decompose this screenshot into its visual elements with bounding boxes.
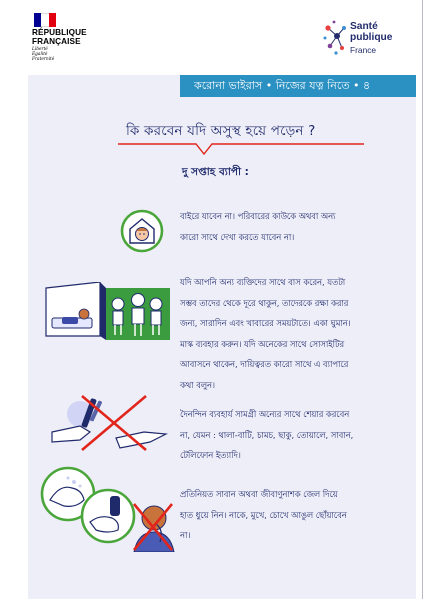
item-1-text [180, 206, 405, 247]
page-headline: কি করবেন যদি অসুস্থ হয়ে পড়েন ? [126, 123, 316, 139]
item-4-line-2: হাত ধুয়ে নিন। নাকে, মুখে, চোখে আঙুল ছোঁয়াবেন [180, 509, 347, 520]
house-face-icon [120, 209, 164, 253]
rf-motto-2: Égalité [32, 52, 48, 57]
french-flag-icon [34, 13, 56, 27]
item-1-line-2: কারো সাথে দেখা করতে যাবেন না। [180, 231, 295, 242]
rf-line2: FRANÇAISE [32, 37, 81, 46]
republique-francaise-logo [18, 10, 98, 70]
hand-washing-icon [38, 466, 178, 552]
sp-line3: France [350, 45, 377, 55]
item-2-line-5: আবাসনে থাকেন, দায়িত্বরত কারো সাথে এ ব্যাপারে [180, 359, 349, 369]
molecule-logo-icon [322, 18, 350, 58]
item-3-line-1: দৈনন্দিন ব্যবহার্য সামগ্রী অন্যের সাথে শেয়ার করবেন [180, 409, 350, 419]
item-3-line-3: টেলিফোন ইত্যাদি। [180, 450, 241, 460]
item-2-line-6: কথা বলুন। [180, 379, 215, 390]
series-banner: করোনা ভাইরাস • নিজের যত্ন নিতে • ৪ [180, 75, 416, 97]
item-2-line-2: সম্ভব তাদের থেকে দূরে থাকুন, তাদেরকে রক্ষা করার [180, 297, 349, 308]
rf-motto-1: Liberté [32, 47, 48, 52]
item-2-text [180, 272, 412, 395]
item-1-line-1: বাইরে যাবেন না। পরিবারের কাউকে অথবা অন্য [180, 211, 336, 221]
sante-publique-france-logo [322, 18, 412, 66]
item-2-line-1: যদি আপনি অন্য ব্যক্তিদের সাথে বাস করেন, যতটা [180, 277, 346, 287]
item-2-line-3: জন্য, সারাদিন এবং খাবারের সময়টাতে। একা ঘুমান। [180, 318, 351, 328]
item-4-text [180, 484, 412, 546]
isolation-room-icon [44, 282, 172, 342]
sp-line2: publique [350, 32, 393, 43]
item-3-text [180, 404, 412, 466]
item-3-line-2: না, যেমন : থালা-বাটি, চামচ, ছাকু, তোয়ালে, সাবান, [180, 429, 354, 440]
rf-motto-3: Fraternité [32, 57, 55, 62]
duration-subhead: দু সপ্তাহ ব্যাপী : [182, 166, 249, 178]
item-2-line-4: মাস্ক ব্যবহার করুন। যদি অনেকের সাথে সোসাইটির [180, 338, 345, 349]
item-4-line-1: প্রতিনিয়ত সাবান অথবা জীবাণুনাশক জেল দিয়ে [180, 489, 338, 499]
rf-line1: RÉPUBLIQUE [32, 28, 87, 37]
no-sharing-icon [50, 392, 168, 454]
sp-line1: Santé [350, 21, 378, 32]
item-4-line-3: না। [180, 530, 191, 540]
left-margin [0, 75, 28, 599]
